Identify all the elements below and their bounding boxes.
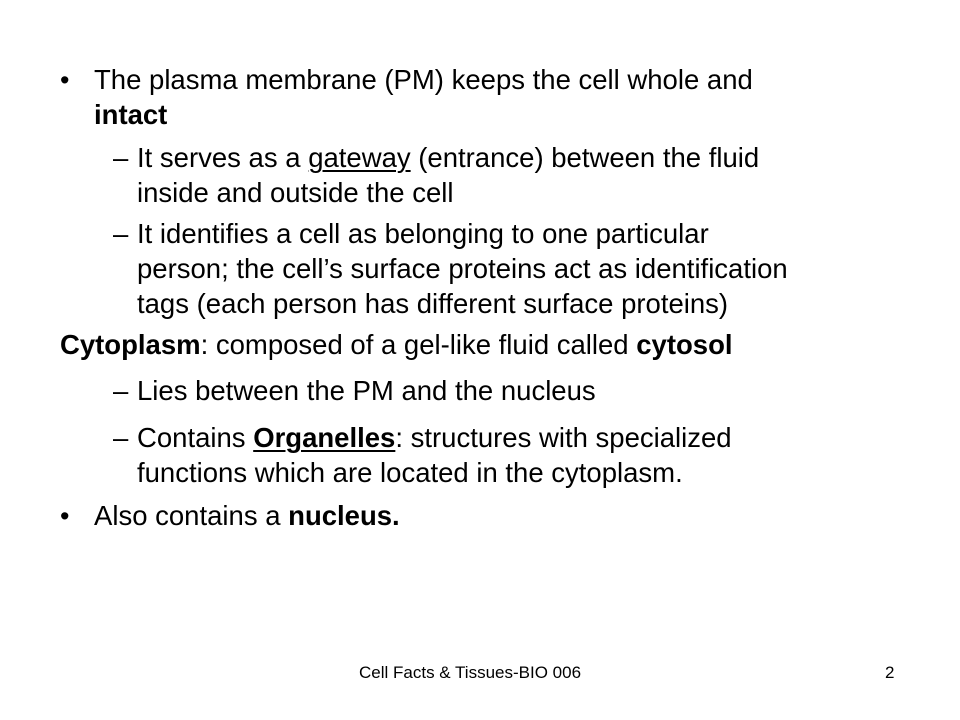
bullet-marker: • bbox=[60, 501, 70, 531]
sub4-line1: Contains Organelles: structures with specialized bbox=[137, 422, 732, 453]
cytosol-term: cytosol bbox=[636, 329, 733, 360]
gateway-term: gateway bbox=[308, 142, 411, 173]
sub3-line1: Lies between the PM and the nucleus bbox=[137, 375, 596, 406]
dash-marker: – bbox=[113, 422, 129, 453]
sub2-line2: person; the cell’s surface proteins act as identification bbox=[137, 253, 788, 284]
sub4-line2: functions which are located in the cytoplasm. bbox=[137, 457, 683, 488]
bullet1-line2: intact bbox=[94, 99, 168, 130]
sub2-line1: It identifies a cell as belonging to one particular bbox=[137, 218, 709, 249]
bullet2-line: Also contains a nucleus. bbox=[94, 500, 400, 531]
dash-marker: – bbox=[113, 142, 129, 173]
dash-marker: – bbox=[113, 218, 129, 249]
cytoplasm-term: Cytoplasm bbox=[60, 329, 201, 360]
sub1-line1: It serves as a gateway (entrance) between the fluid bbox=[137, 142, 760, 173]
nucleus-term: nucleus. bbox=[288, 500, 400, 531]
bullet-marker: • bbox=[60, 65, 70, 95]
dash-marker: – bbox=[113, 375, 129, 406]
sub1-line2: inside and outside the cell bbox=[137, 177, 454, 208]
page-number: 2 bbox=[885, 663, 895, 682]
bullet1-line1: The plasma membrane (PM) keeps the cell whole and bbox=[94, 64, 753, 95]
footer-title: Cell Facts & Tissues-BIO 006 bbox=[359, 663, 582, 682]
organelles-term: Organelles bbox=[253, 422, 396, 453]
sub2-line3: tags (each person has different surface proteins) bbox=[137, 288, 729, 319]
cytoplasm-line: Cytoplasm: composed of a gel-like fluid called cytosol bbox=[60, 329, 733, 360]
